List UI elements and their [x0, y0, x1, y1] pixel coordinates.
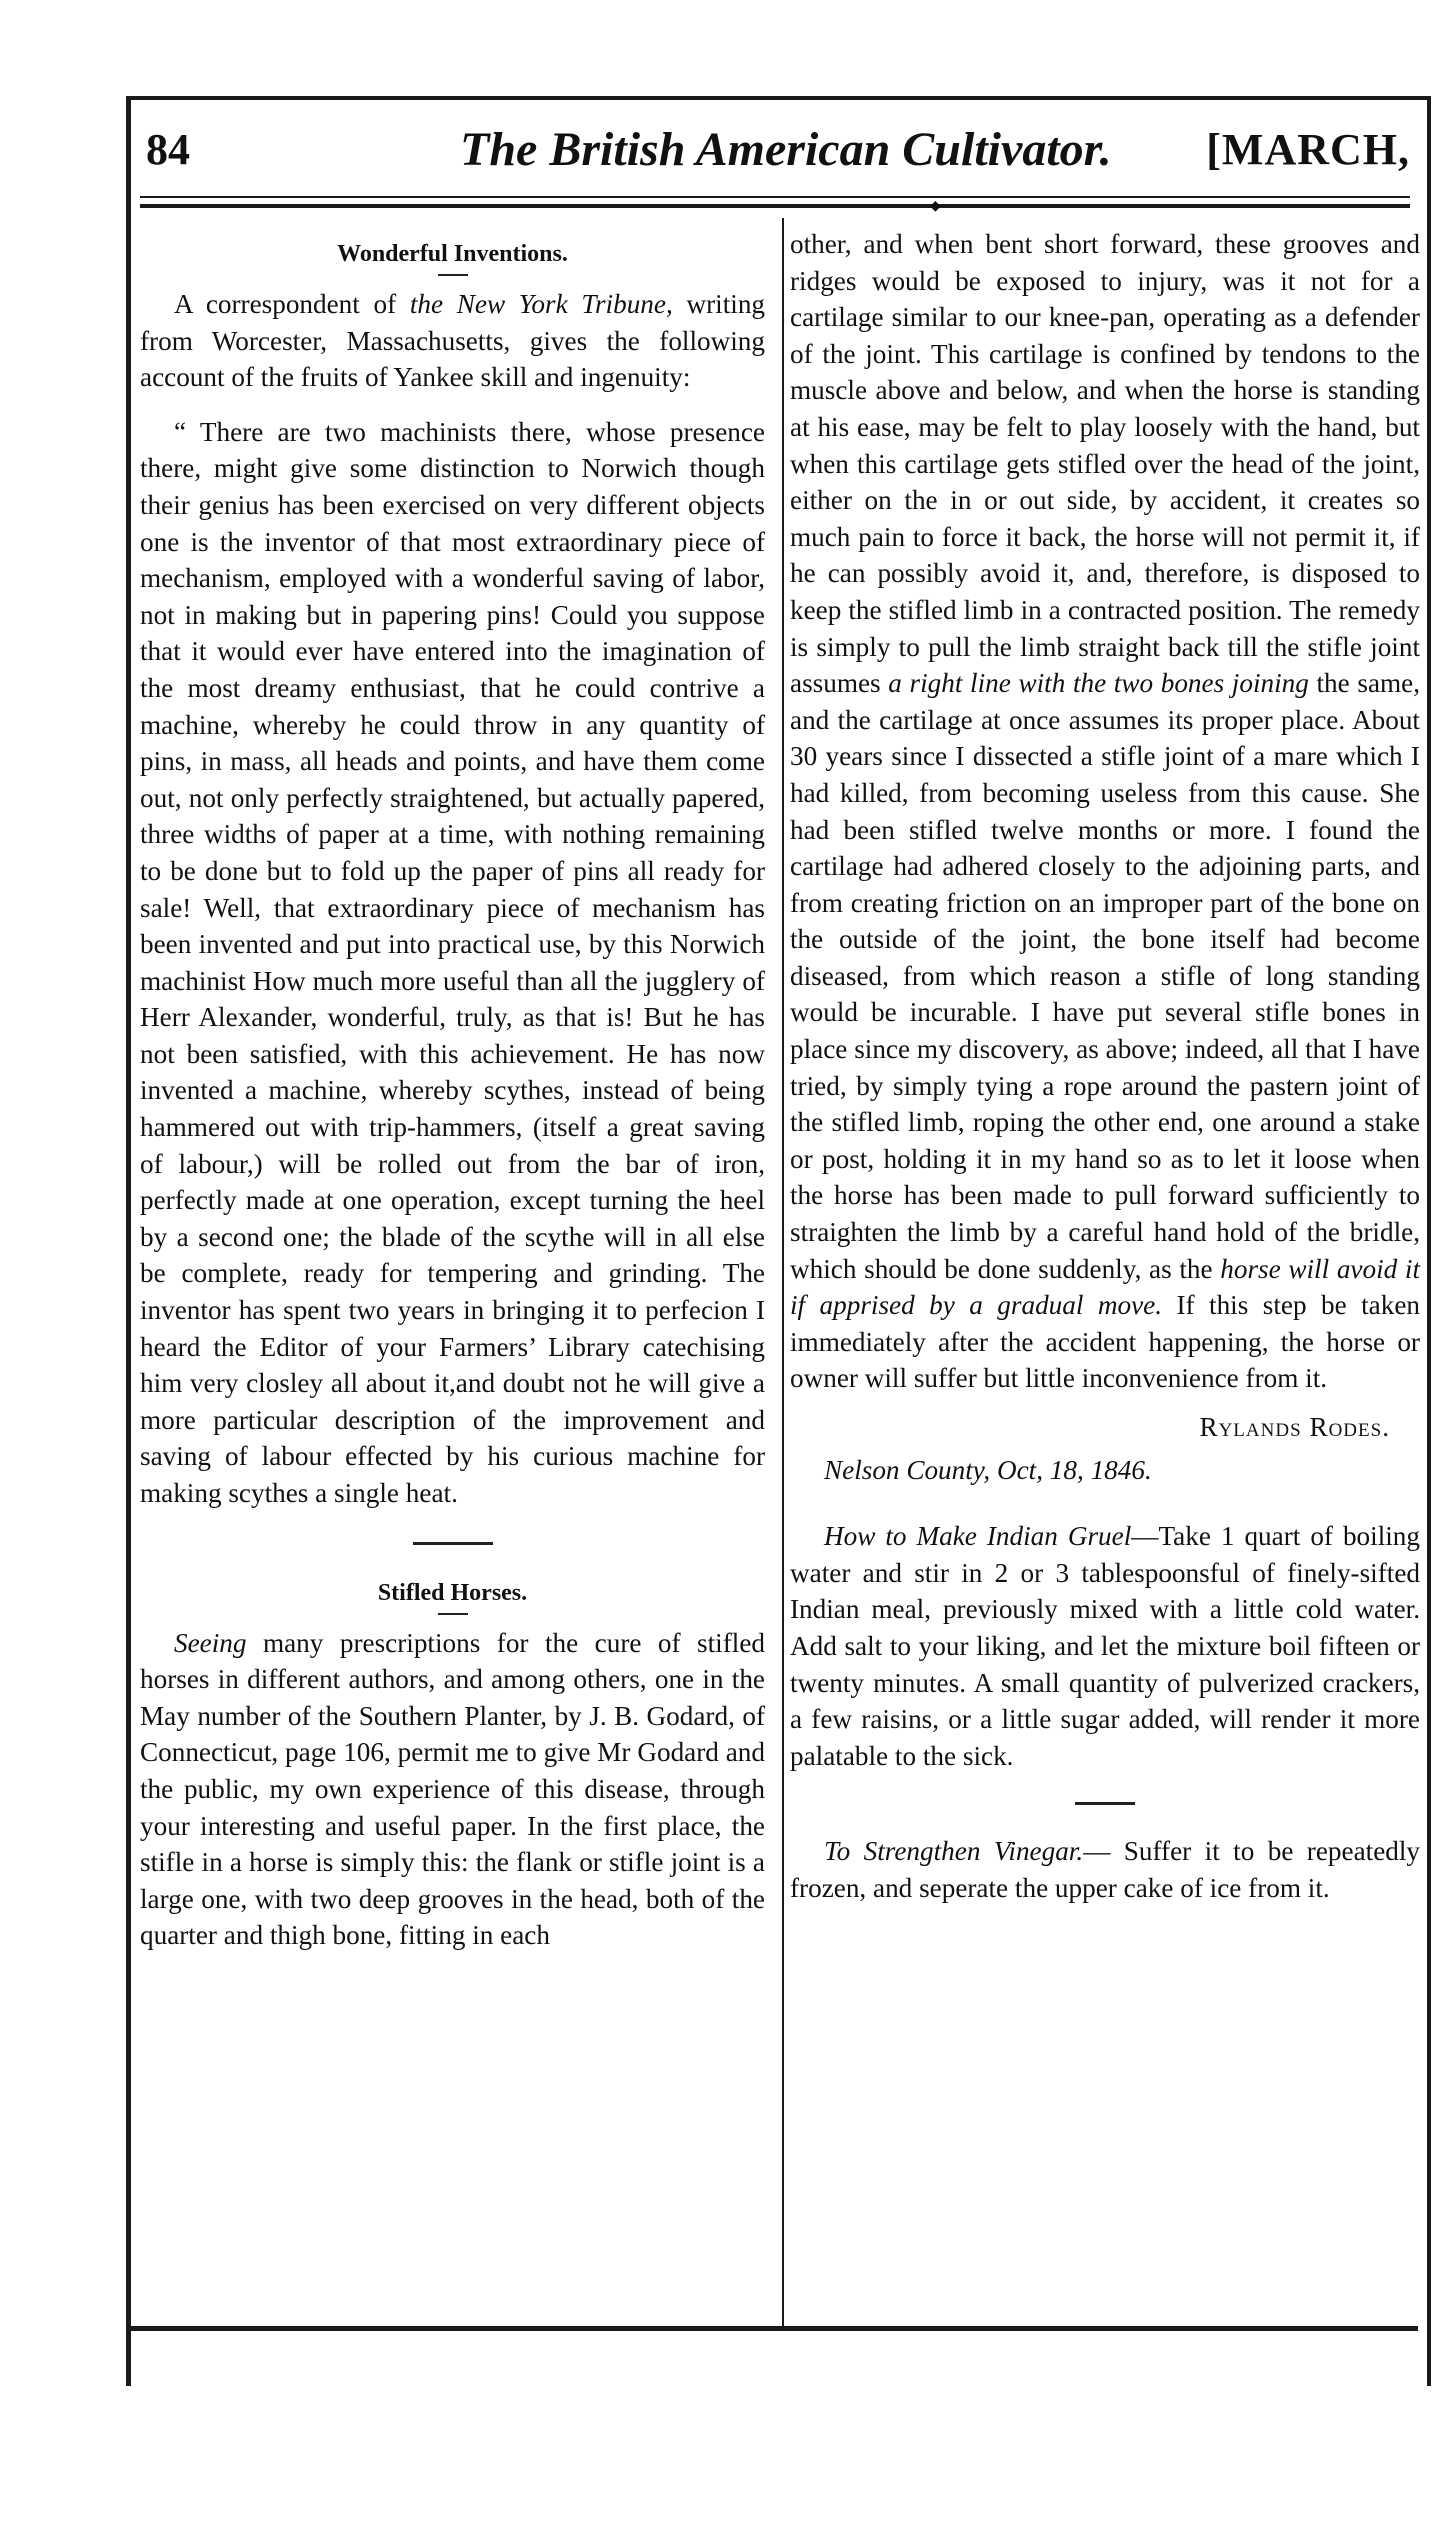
- journal-title: The British American Cultivator.: [460, 123, 1112, 176]
- heading-dash: [438, 274, 468, 276]
- heading-dash: [438, 1613, 468, 1615]
- continuation-part-c: If this step be taken immediately after the accident happening, the horse or owner will suffer but little inconvenience from it.: [790, 1290, 1420, 1394]
- continuation-part-a: other, and when bent short forward, these grooves and ridges would be exposed to injury, was it not for a cartilage similar to our knee-pan, operating as a defender of the joint. This cartilage is confined by tendons to the muscle above and below, and when the horse is standing at his ease, may be felt to play loosely with the hand, but when this cartilage gets stifled over the head of the joint, either on the in or out side, by accident, it creates so much pain to force it back, the horse will not permit it, if he can possibly avoid it, and, therefore, is disposed to keep the stifled limb in a contracted position. The remedy is simply to pull the limb straight back till the stifle joint assumes: [790, 229, 1420, 699]
- vinegar-title: To Strengthen Vinegar.: [824, 1836, 1084, 1867]
- gruel-title: How to Make Indian Gruel: [824, 1521, 1132, 1552]
- continuation-italic-2: horse will avoid it if apprised by a gradual move.: [790, 1253, 1421, 1321]
- right-column: [790, 226, 1420, 1907]
- running-head: [140, 118, 1410, 188]
- section-separator: [413, 1542, 493, 1545]
- article-body-stifled-horses: [140, 1625, 765, 1954]
- article-heading-stifled-horses: Stifled Horses.: [377, 1579, 528, 1606]
- header-rule-thin: [140, 196, 1410, 198]
- article-intro: [140, 286, 765, 396]
- vinegar-body: — Suffer it to be repeatedly frozen, and seperate the upper cake of ice from it.: [790, 1836, 1421, 1903]
- left-column: [140, 226, 765, 1954]
- intro-source: the New York Tribune,: [409, 289, 673, 319]
- header-rule-thick: [140, 204, 1410, 208]
- column-divider: [782, 218, 784, 2328]
- vinegar-tip: [790, 1833, 1420, 1906]
- continuation-part-b: the same, and the cartilage at once assumes its proper place. About 30 years since I dissected a stifle joint of a mare which I had killed, from becoming useless from this cause. She had been stifled twelve months or more. I found the cartilage had adhered closely to the adjoining parts, and from creating friction on an improper part of the bone on the outside of the joint, the bone itself had become diseased, from which reason a stifle of long standing would be incurable. I have put several stifle bones in place since my discovery, as above; indeed, all that I have tried, by simply tying a rope around the pastern joint of the stifled limb, roping the other end, one around a stake or post, holding it in my hand so as to let it loose when the horse has been made to pull forward sufficiently to straighten the limb by a careful hand hold of the bridle, which should be done suddenly, as the: [790, 668, 1421, 1284]
- gruel-body: —Take 1 quart of boiling water and stir in 2 or 3 tablespoonsful of finely-sifted Indian meal, previously mixed with a little cold water. Add salt to your liking, and let the mixture boil fifteen or twenty minutes. A small quantity of pulverized crackers, a few raisins, or a little sugar added, will render it more palatable to the sick.: [790, 1521, 1420, 1771]
- body-text: many prescriptions for the cure of stifled horses in different authors, and among others, one in the May number of the Southern Planter, by J. B. Godard, of Connecticut, page 106, permit me to give Mr Godard and the public, my own experience of this disease, through your interesting and useful paper. In the first place, the stifle in a horse is simply this: the flank or stifle joint is a large one, with two deep grooves in the head, both of the quarter and thigh bone, fitting in each: [140, 1627, 766, 1951]
- page-number: 84: [146, 125, 190, 174]
- running-head-month: [MARCH,: [1206, 125, 1410, 174]
- gruel-recipe: [790, 1518, 1420, 1774]
- diamond-ornament-icon: ◆: [930, 199, 941, 214]
- continuation-italic: a right line with the two bones joining: [888, 668, 1309, 699]
- body-italic-lead: Seeing: [174, 1627, 247, 1658]
- intro-rest: writing from Worcester, Massachusetts, gives the following account of the fruits of Yankee skill and ingenuity:: [140, 289, 766, 393]
- dateline: Nelson County, Oct, 18, 1846.: [824, 1454, 1152, 1485]
- signature: Rylands Rodes.: [1199, 1412, 1390, 1442]
- article-heading-wonderful-inventions: Wonderful Inventions.: [337, 241, 568, 267]
- section-separator: [1075, 1802, 1135, 1805]
- stifled-horses-continuation: [790, 226, 1420, 1397]
- footer-rule: [128, 2326, 1418, 2331]
- intro-lead: A correspondent of: [174, 289, 397, 319]
- article-body-inventions: “ There are two machinists there, whose presence there, might give some distinction to Norwich though their genius has been exercised on very different objects one is the inventor of that most extraordinary piece of mechanism, employed with a wonderful saving of labor, not in making but in papering pins! Could you suppose that it would ever have entered into the imagination of the most dreamy enthusiast, that he could contrive a machine, whereby he could throw in any quantity of pins, in mass, all heads and points, and have them come out, not only perfectly straightened, but actually papered, three widths of paper at a time, with nothing remaining to be done but to fold up the paper of pins all ready for sale! Well, that extraordinary piece of mechanism has been invented and put into practical use, by this Norwich machinist How much more useful than all the jugglery of Herr Alexander, wonderful, truly, as that is! But he has not been satisfied, with this achievement. He has now invented a machine, whereby scythes, instead of being hammered out with trip-hammers, (itself a great saving of labour,) will be rolled out from the bar of iron, perfectly made at one operation, except turning the heel by a second one; the blade of the scythe will in all else be complete, ready for tempering and grinding. The inventor has spent two years in bringing it to perfecion I heard the Editor of your Farmers’ Library catechising him very closley all about it,and doubt not he will give a more particular description of the improvement and saving of labour effected by his curious machine for making scythes a single heat.: [140, 416, 765, 1508]
